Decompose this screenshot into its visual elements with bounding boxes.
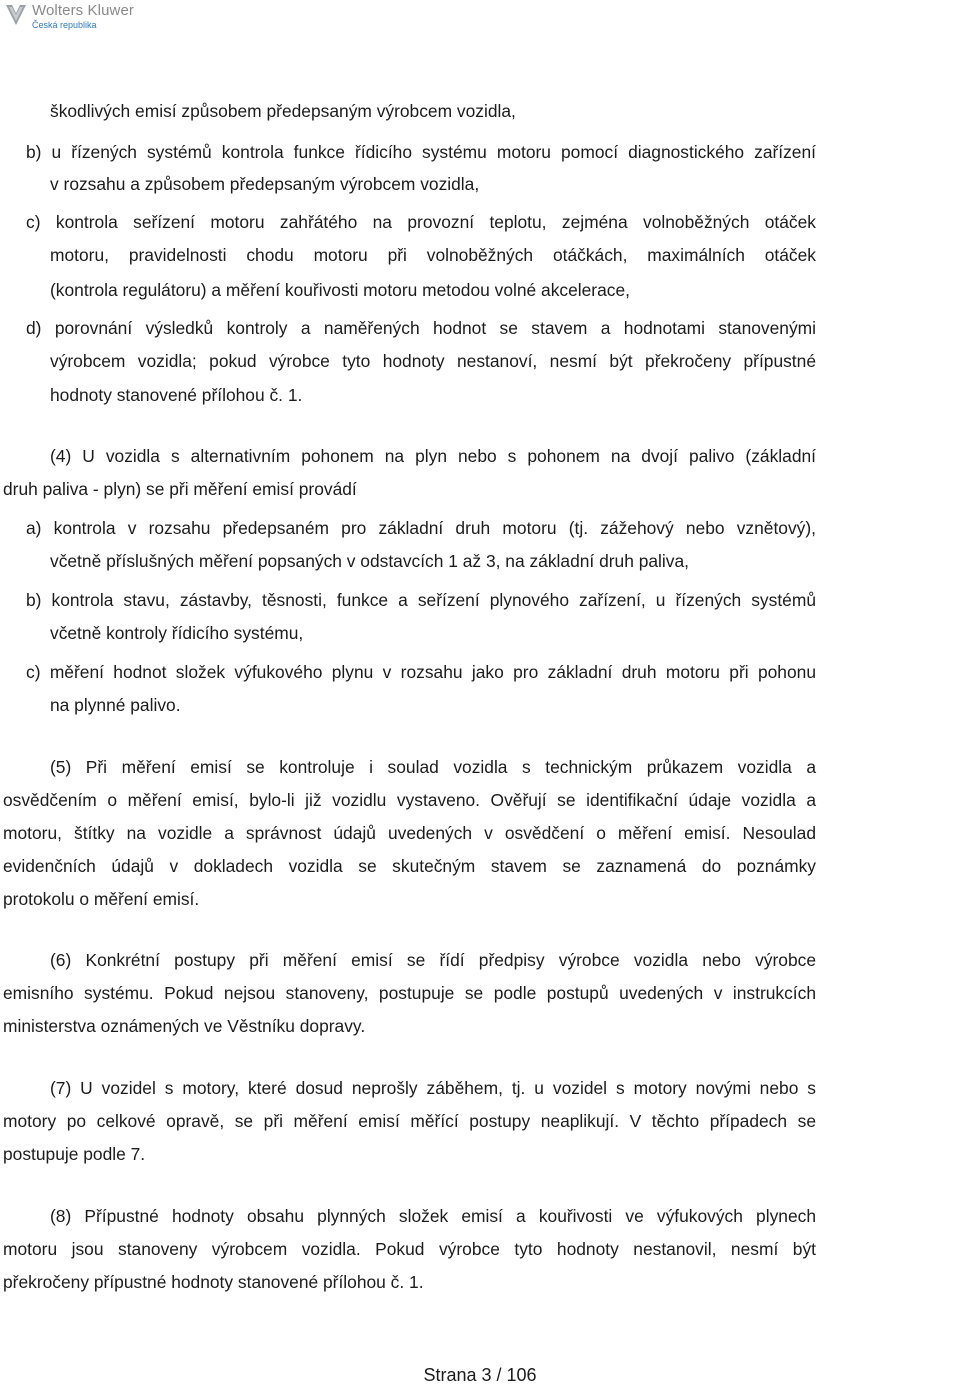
text-line: a) kontrola v rozsahu předepsaném pro základní druh motoru (tj. zážehový nebo vznětový), — [26, 518, 816, 538]
text-line: b) u řízených systémů kontrola funkce řídicího systému motoru pomocí diagnostického zařízení — [26, 142, 816, 162]
brand-name: Wolters Kluwer — [32, 2, 134, 19]
text-line: škodlivých emisí způsobem předepsaným výrobcem vozidla, — [50, 101, 516, 121]
text-line: v rozsahu a způsobem předepsaným výrobcem vozidla, — [50, 174, 480, 194]
text-line: motoru jsou stanoveny výrobcem vozidla. Pokud výrobce tyto hodnoty nestanovil, nesmí být — [3, 1239, 816, 1259]
brand-subtitle: Česká republika — [32, 20, 97, 30]
text-line: motoru, štítky na vozidle a správnost údajů uvedených v osvědčení o měření emisí. Nesoulad — [3, 823, 816, 843]
text-line: b) kontrola stavu, zástavby, těsnosti, funkce a seřízení plynového zařízení, u řízených systémů — [26, 590, 816, 610]
text-line: (6) Konkrétní postupy při měření emisí se řídí předpisy výrobce vozidla nebo výrobce — [50, 950, 816, 970]
text-line: překročeny přípustné hodnoty stanovené přílohou č. 1. — [3, 1272, 424, 1292]
text-line: (8) Přípustné hodnoty obsahu plynných složek emisí a kouřivosti ve výfukových plynech — [50, 1206, 816, 1226]
text-line: evidenčních údajů v dokladech vozidla se skutečným stavem se zaznamená do poznámky — [3, 856, 816, 876]
text-line: protokolu o měření emisí. — [3, 889, 200, 909]
text-line: osvědčením o měření emisí, bylo-li již vozidlu vystaveno. Ověřují se identifikační údaje vozidla a — [3, 790, 816, 810]
text-line: (5) Při měření emisí se kontroluje i soulad vozidla s technickým průkazem vozidla a — [50, 757, 816, 777]
text-line: hodnoty stanovené přílohou č. 1. — [50, 385, 303, 405]
text-line: výrobcem vozidla; pokud výrobce tyto hodnoty nestanoví, nesmí být překročeny přípustné — [50, 351, 816, 371]
text-line: emisního systému. Pokud nejsou stanoveny, postupuje se podle postupů uvedených v instrukcích — [3, 983, 816, 1003]
text-line: postupuje podle 7. — [3, 1144, 146, 1164]
text-line: ministerstva oznámených ve Věstníku dopravy. — [3, 1016, 366, 1036]
text-line: (7) U vozidel s motory, které dosud neprošly záběhem, tj. u vozidel s motory novými nebo s — [50, 1078, 816, 1098]
text-line: (4) U vozidla s alternativním pohonem na plyn nebo s pohonem na dvojí palivo (základní — [50, 446, 816, 466]
page-number: Strana 3 / 106 — [423, 1365, 537, 1385]
text-line: d) porovnání výsledků kontroly a naměřených hodnot se stavem a hodnotami stanovenými — [26, 318, 816, 338]
text-line: motoru, pravidelnosti chodu motoru při volnoběžných otáčkách, maximálních otáček — [50, 245, 816, 265]
text-line: včetně příslušných měření popsaných v odstavcích 1 až 3, na základní druh paliva, — [50, 551, 689, 571]
text-line: (kontrola regulátoru) a měření kouřivosti motoru metodou volné akcelerace, — [50, 280, 630, 300]
text-line: motory po celkové opravě, se při měření emisí měřící postupy neaplikují. V těchto případech se — [3, 1111, 816, 1131]
text-line: druh paliva - plyn) se při měření emisí provádí — [3, 479, 357, 499]
text-line: c) kontrola seřízení motoru zahřátého na provozní teplotu, zejména volnoběžných otáček — [26, 212, 816, 232]
text-line: na plynné palivo. — [50, 695, 181, 715]
wolters-kluwer-logo-icon — [4, 3, 28, 27]
publisher-logo — [4, 3, 134, 30]
text-line: včetně kontroly řídicího systému, — [50, 623, 304, 643]
text-line: c) měření hodnot složek výfukového plynu v rozsahu jako pro základní druh motoru při pohonu — [26, 662, 816, 682]
